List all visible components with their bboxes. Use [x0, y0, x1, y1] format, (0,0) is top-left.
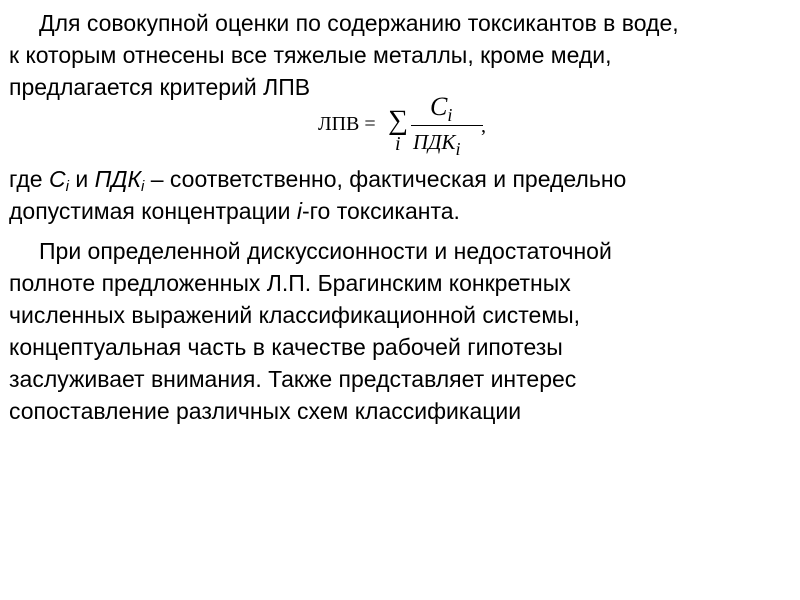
formula-lhs: ЛПВ = [318, 113, 376, 135]
sum-index: i [395, 133, 401, 155]
conclusion-line: сопоставление различных схем классификации [9, 398, 522, 424]
var-c-index: i [65, 178, 69, 195]
denominator-index: i [455, 139, 461, 159]
conclusion-line: При определенной дискуссионности и недостаточной [39, 238, 612, 264]
conclusion-line: численных выражений классификационной системы, [9, 302, 581, 328]
paragraph-definitions [9, 163, 789, 227]
fraction-line [411, 125, 483, 126]
numerator-symbol: C [430, 92, 448, 121]
var-pdk-index: i [141, 178, 145, 195]
definitions-line-2 [9, 195, 789, 227]
formula-comma: , [481, 115, 486, 137]
var-c: C [48, 166, 66, 192]
conclusion-line: полноте предложенных Л.П. Брагинским конкретных [9, 270, 571, 296]
definitions-rest: – соответственно, фактическая и предельно [144, 166, 627, 192]
definitions-prefix: где [9, 166, 49, 192]
paragraph-intro [9, 7, 789, 103]
conclusion-line: концептуальная часть в качестве рабочей гипотезы [9, 334, 563, 360]
numerator-index: i [447, 105, 453, 125]
denominator-symbol: ПДК [413, 130, 456, 154]
definitions-line2-var: i [296, 198, 302, 224]
paragraph-intro-line-1: Для совокупной оценки по содержанию токсикантов в воде, [39, 10, 679, 36]
paragraph-intro-line-3: предлагается критерий ЛПВ [9, 74, 311, 100]
definitions-conj: и [68, 166, 95, 192]
formula-denominator [413, 130, 461, 161]
lpv-formula [318, 92, 518, 160]
paragraph-intro-line-2: к которым отнесены все тяжелые металлы, кроме меди, [9, 42, 612, 68]
conclusion-line: заслуживает внимания. Также представляет интерес [9, 366, 577, 392]
var-pdk: ПДК [94, 166, 141, 192]
paragraph-conclusion [9, 235, 789, 427]
definitions-line2-start: допустимая концентрации [9, 198, 297, 224]
definitions-line2-end: -го токсиканта. [301, 198, 460, 224]
definitions-line-1 [9, 163, 789, 195]
sum-symbol: ∑ [388, 105, 408, 136]
